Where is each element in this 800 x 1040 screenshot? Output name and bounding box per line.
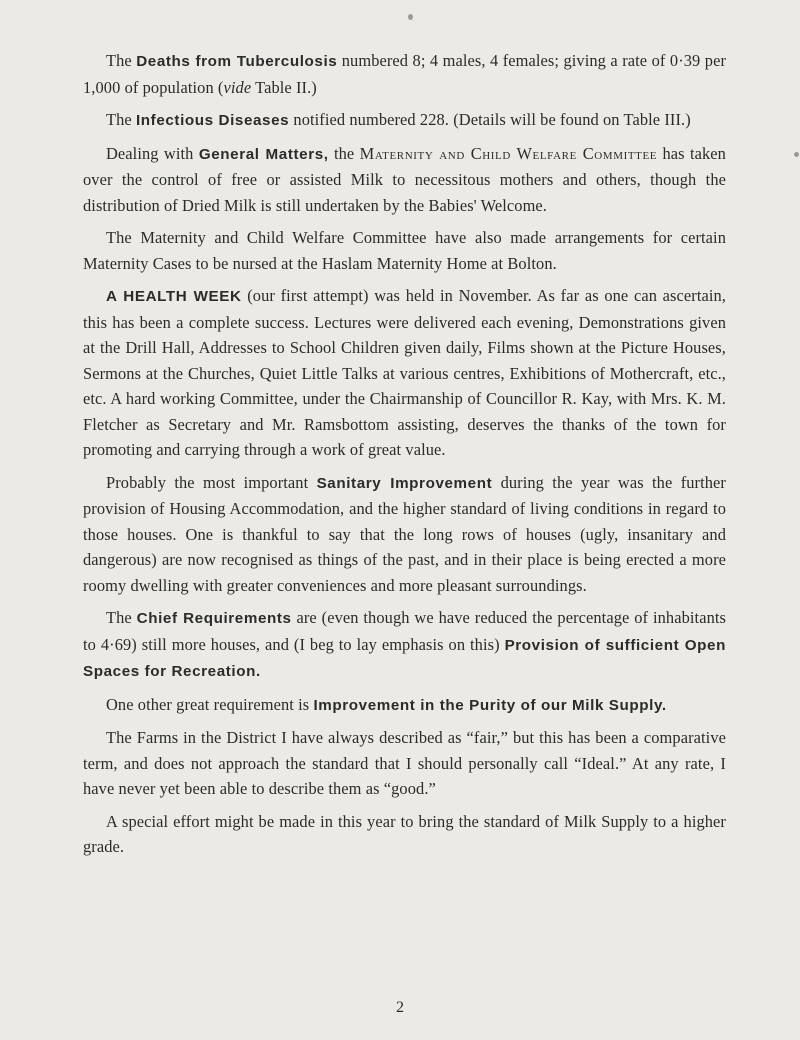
infectious-diseases-paragraph <box>83 107 726 134</box>
bold-heading-text: Provision of sufficient Open Spaces for Recreation. <box>83 636 726 680</box>
bold-heading-text: Infectious Diseases <box>135 112 290 129</box>
paragraph-text: The <box>106 51 137 70</box>
paragraph-text: the <box>328 143 360 163</box>
maternity-committee-paragraph <box>83 225 726 276</box>
bold-heading-text: Improvement in the Purity of our Milk Supply. <box>313 696 667 714</box>
paragraph-text: during the year was the further provision of Housing Accommodation, and the higher standard of living conditions in regard to those houses. One is thankful to say that the long rows of houses (ugly, insanitary and dangerous) are now recognised as things of the past, and in their place is being erected a more roomy dwelling with greater conveniences and more pleasant surroundings. <box>83 472 726 595</box>
paragraph-text: notified numbered 228. (Details will be found on Table III.) <box>289 110 691 129</box>
paragraph-text: are (even though we have reduced the percentage of inhabitants to 4·69) still more houses, and (I beg to lay emphasis on this) <box>83 608 726 654</box>
paragraph-text: Probably the most important <box>106 472 317 492</box>
farms-paragraph <box>83 725 726 802</box>
print-speck <box>408 14 413 20</box>
page-number: 2 <box>396 999 404 1016</box>
paragraph-text: The <box>106 608 137 627</box>
health-week-paragraph <box>83 283 726 463</box>
bold-heading-text: Chief Requirements <box>136 610 292 627</box>
paragraph-text: One other great requirement is <box>106 694 314 714</box>
paragraph-text: Table II.) <box>251 77 317 97</box>
paragraph-text: The Farms in the District I have always described as “fair,” but this has been a comparative term, and does not approach the standard that I should personally call “Ideal.” At any rate, I have never yet been able to describe them as “good.” <box>83 728 726 798</box>
bold-heading-text: Sanitary Improvement <box>316 474 493 492</box>
bold-heading-text: General Matters, <box>198 145 329 163</box>
general-matters-paragraph <box>83 141 726 219</box>
chief-requirements-paragraph <box>83 605 726 685</box>
bold-heading-text: Deaths from Tuberculosis <box>136 53 338 70</box>
paragraph-text: has taken over the control of free or assisted Milk to necessitous mothers and others, though the distribution of Dried Milk is still undertaken by the Babies' Welcome. <box>83 143 726 215</box>
paragraph-text: numbered 8; 4 males, 4 females; giving a rate of 0·39 per 1,000 of population ( <box>83 51 727 97</box>
deaths-tuberculosis-paragraph <box>83 48 726 100</box>
sanitary-improvement-paragraph <box>83 470 726 599</box>
paragraph-text: Dealing with <box>106 143 199 163</box>
print-speck <box>794 152 799 157</box>
paragraph-text: (our first attempt) was held in November. As far as one can ascertain, this has been a complete success. Lectures were delivered each evening, Demonstrations given at the Drill Hall, Addresses to School Children given daily, Films shown at the Picture Houses, Sermons at the Churches, Quiet Little Talks at various centres, Exhibitions of Mothercraft, etc., etc. A hard working Committee, under the Chairmanship of Councillor R. Kay, with Mrs. K. M. Fletcher as Secretary and Mr. Ramsbottom assisting, deserves the thanks of the town for promoting and carrying through a work of great value. <box>83 286 726 459</box>
paragraph-text: Maternity and Child Welfare Committee <box>359 143 658 163</box>
paragraph-text: The <box>106 110 136 129</box>
paragraph-text: The Maternity and Child Welfare Committee have also made arrangements for certain Maternity Cases to be nursed at the Haslam Maternity Home at Bolton. <box>83 228 726 273</box>
body-text <box>83 48 726 860</box>
paragraph-text: A special effort might be made in this year to bring the standard of Milk Supply to a higher grade. <box>83 811 726 856</box>
paragraph-text: vide <box>223 77 252 97</box>
milk-supply-paragraph <box>83 692 726 719</box>
bold-heading-text: A HEALTH WEEK <box>106 288 242 305</box>
special-effort-paragraph <box>83 809 726 860</box>
